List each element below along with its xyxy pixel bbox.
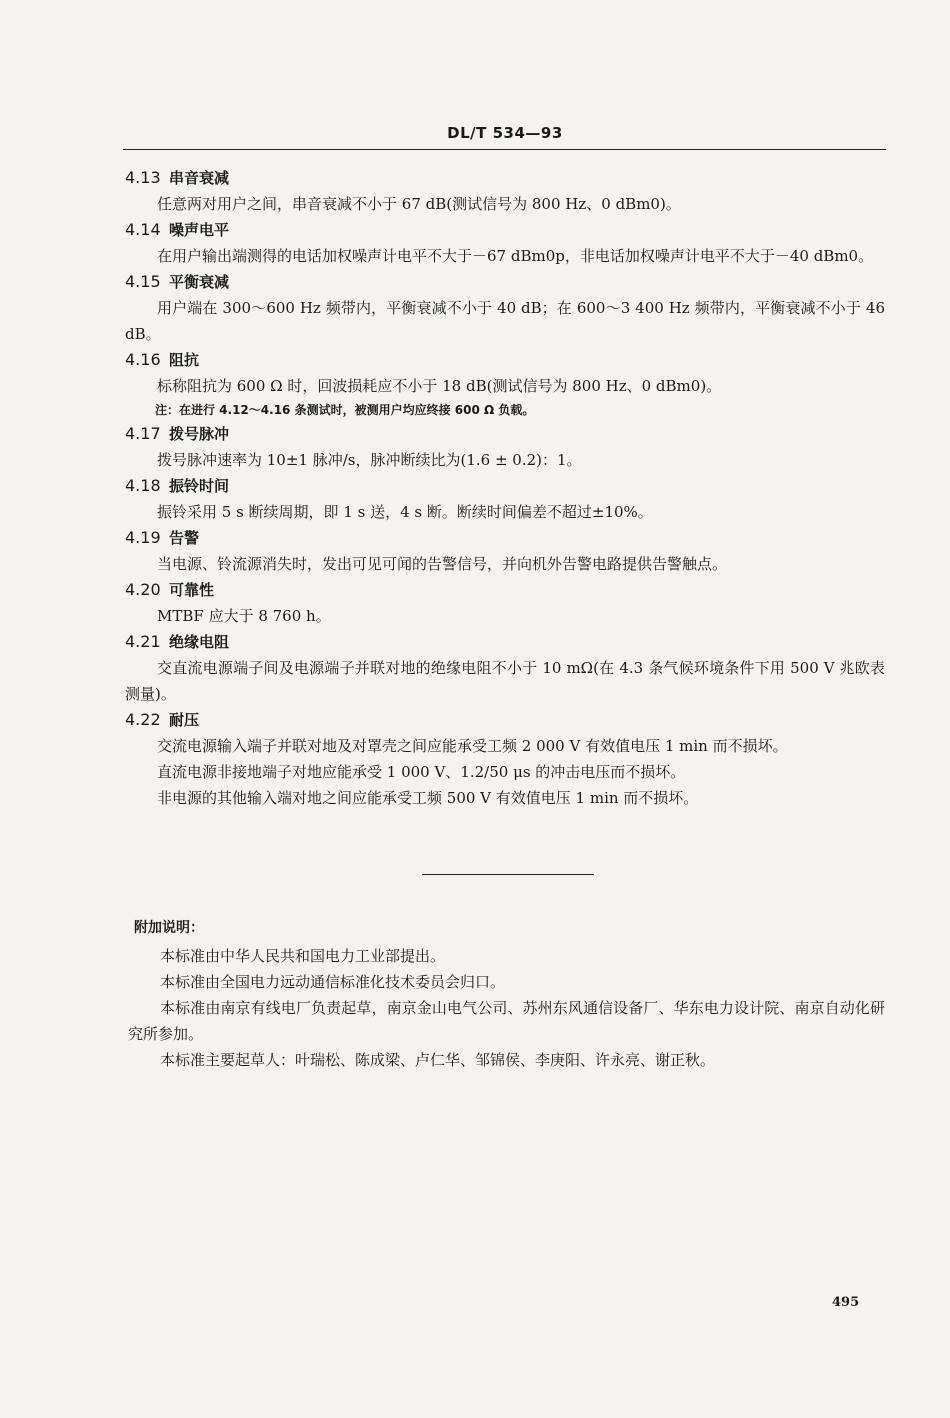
section-4-22	[125, 707, 885, 811]
end-of-text-rule	[422, 874, 594, 875]
section-paragraph: 非电源的其他输入端对地之间应能承受工频 500 V 有效值电压 1 min 而不损坏。	[157, 789, 699, 807]
section-paragraph: 直流电源非接地端子对地应能承受 1 000 V、1.2/50 μs 的冲击电压而不损坏。	[157, 763, 686, 781]
section-number: 4.19	[125, 528, 161, 547]
section-paragraph: 交流电源输入端子并联对地及对罩壳之间应能承受工频 2 000 V 有效值电压 1 min 而不损坏。	[157, 737, 788, 755]
appendix-line: 本标准由南京有线电厂负责起草，南京金山电气公司、苏州东风通信设备厂、华东电力设计院、南京自动化研究所参加。	[128, 999, 885, 1043]
document-code-header: DL/T 534—93	[447, 124, 563, 142]
section-4-21	[125, 629, 885, 707]
section-paragraph: 振铃采用 5 s 断续周期，即 1 s 送，4 s 断。断续时间偏差不超过±10%。	[157, 503, 653, 521]
section-4-16	[125, 347, 885, 421]
section-title: 可靠性	[169, 581, 215, 599]
section-paragraph: 用户端在 300～600 Hz 频带内，平衡衰减不小于 40 dB；在 600～3 400 Hz 频带内，平衡衰减不小于 46 dB。	[125, 299, 885, 343]
appendix-block	[128, 915, 885, 1073]
section-note: 注：在进行 4.12～4.16 条测试时，被测用户均应终接 600 Ω 负载。	[155, 403, 535, 417]
section-title: 告警	[169, 529, 200, 547]
section-number: 4.21	[125, 632, 161, 651]
section-title: 噪声电平	[169, 221, 230, 239]
section-number: 4.20	[125, 580, 161, 599]
section-number: 4.18	[125, 476, 161, 495]
section-number: 4.14	[125, 220, 161, 239]
appendix-line: 本标准主要起草人：叶瑞松、陈成梁、卢仁华、邹锦侯、李庚阳、许永亮、谢正秋。	[160, 1051, 716, 1069]
section-title: 串音衰减	[169, 169, 230, 187]
section-title: 平衡衰减	[169, 273, 230, 291]
header-rule	[123, 149, 886, 150]
appendix-title: 附加说明：	[134, 920, 204, 936]
section-4-20	[125, 577, 885, 629]
appendix-line: 本标准由全国电力远动通信标准化技术委员会归口。	[160, 973, 506, 991]
section-number: 4.13	[125, 168, 161, 187]
section-title: 阻抗	[169, 351, 200, 369]
appendix-line: 本标准由中华人民共和国电力工业部提出。	[160, 947, 446, 965]
section-4-13	[125, 165, 885, 217]
section-paragraph: 当电源、铃流源消失时，发出可见可闻的告警信号，并向机外告警电路提供告警触点。	[157, 555, 728, 573]
page-number: 495	[832, 1295, 860, 1310]
section-4-19	[125, 525, 885, 577]
section-4-17	[125, 421, 885, 473]
section-paragraph: 任意两对用户之间，串音衰减不小于 67 dB(测试信号为 800 Hz、0 dBm0)。	[157, 195, 681, 213]
section-paragraph: 在用户输出端测得的电话加权噪声计电平不大于－67 dBm0p，非电话加权噪声计电平不大于－40 dBm0。	[157, 247, 874, 265]
section-paragraph: 交直流电源端子间及电源端子并联对地的绝缘电阻不小于 10 mΩ(在 4.3 条气候环境条件下用 500 V 兆欧表测量)。	[125, 659, 885, 703]
section-4-15	[125, 269, 885, 347]
section-paragraph: MTBF 应大于 8 760 h。	[157, 607, 331, 625]
section-4-18	[125, 473, 885, 525]
section-4-14	[125, 217, 885, 269]
section-paragraph: 标称阻抗为 600 Ω 时，回波损耗应不小于 18 dB(测试信号为 800 Hz、0 dBm0)。	[157, 377, 722, 395]
section-number: 4.22	[125, 710, 161, 729]
section-title: 拨号脉冲	[169, 425, 230, 443]
section-paragraph: 拨号脉冲速率为 10±1 脉冲/s，脉冲断续比为(1.6 ± 0.2)：1。	[157, 451, 582, 469]
section-number: 4.16	[125, 350, 161, 369]
section-title: 绝缘电阻	[169, 633, 230, 651]
section-number: 4.15	[125, 272, 161, 291]
section-number: 4.17	[125, 424, 161, 443]
section-title: 振铃时间	[169, 477, 230, 495]
section-title: 耐压	[169, 711, 200, 729]
sections-content	[125, 165, 885, 811]
